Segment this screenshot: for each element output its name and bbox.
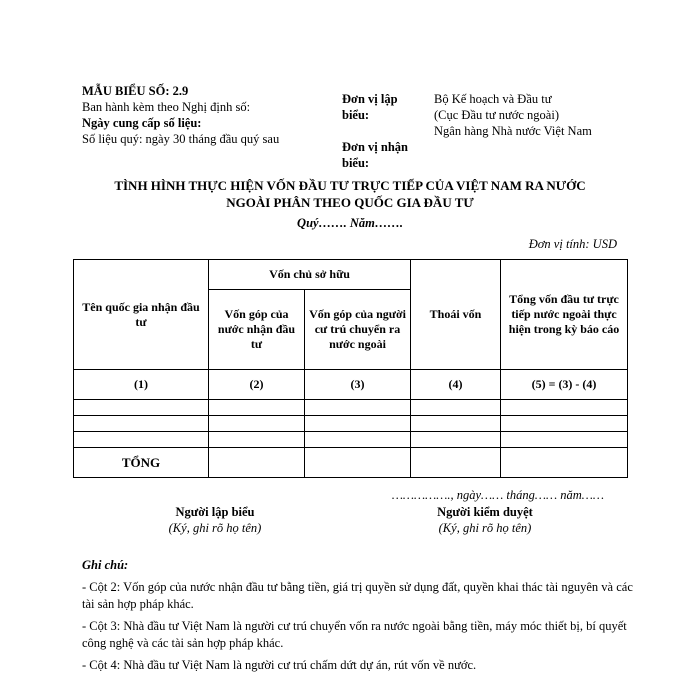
- reporting-unit-value-1: Bộ Kế hoạch và Đầu tư: [434, 92, 552, 106]
- index-row: [74, 370, 628, 400]
- col-equity-host-header: Vốn góp của nước nhận đầu tư: [209, 290, 305, 370]
- col-divestment-header: Thoái vốn: [411, 260, 501, 370]
- title-line-1: TÌNH HÌNH THỰC HIỆN VỐN ĐẦU TƯ TRỰC TIẾP CỦA VIỆT NAM RA NƯỚC: [114, 178, 586, 193]
- table-row: [74, 400, 628, 416]
- reviewer-note: (Ký, ghi rõ họ tên): [438, 521, 532, 535]
- preparer-note: (Ký, ghi rõ họ tên): [168, 521, 262, 535]
- form-code: MẪU BIỂU SỐ: 2.9: [82, 84, 189, 98]
- table-row: [74, 416, 628, 432]
- col-total-header: Tổng vốn đầu tư trực tiếp nước ngoài thực hiện trong kỳ báo cáo: [501, 260, 628, 370]
- reporting-unit-label-1: Đơn vị lập: [342, 92, 398, 106]
- unit-line: Đơn vị tính: USD: [528, 237, 617, 251]
- reporting-unit-label: [342, 91, 398, 123]
- investment-table: [73, 259, 628, 478]
- index-cell: (5) = (3) - (4): [501, 370, 628, 400]
- notes: [82, 557, 642, 674]
- receiving-unit-label-1: Đơn vị nhận: [342, 140, 408, 154]
- index-cell: (3): [305, 370, 411, 400]
- title-line-2: NGOÀI PHÂN THEO QUỐC GIA ĐẦU TƯ: [226, 195, 474, 210]
- reviewer-title: Người kiểm duyệt: [437, 505, 533, 519]
- reporting-unit-value-2: (Cục Đầu tư nước ngoài): [434, 108, 559, 122]
- total-label: TỔNG: [74, 448, 209, 478]
- index-cell: (1): [74, 370, 209, 400]
- unit-values: [434, 91, 592, 139]
- period-line: Quý……. Năm…….: [297, 216, 403, 230]
- notes-heading: Ghi chú:: [82, 558, 129, 572]
- col-equity-group-header: Vốn chủ sở hữu: [209, 260, 411, 290]
- header-left: [82, 83, 279, 147]
- issued-under: Ban hành kèm theo Nghị định số:: [82, 100, 251, 114]
- col-equity-resident-header: Vốn góp của người cư trú chuyển ra nước ngoài: [305, 290, 411, 370]
- receiving-unit-value: Ngân hàng Nhà nước Việt Nam: [434, 124, 592, 138]
- provision-date-label: Ngày cung cấp số liệu:: [82, 116, 202, 130]
- index-cell: (4): [411, 370, 501, 400]
- index-cell: (2): [209, 370, 305, 400]
- total-row: [74, 448, 628, 478]
- note-item: - Cột 4: Nhà đầu tư Việt Nam là người cư trú chấm dứt dự án, rút vốn về nước.: [82, 658, 477, 672]
- table-row: [74, 432, 628, 448]
- date-line: ……………., ngày…… tháng…… năm……: [391, 488, 604, 502]
- provision-date-value: Số liệu quý: ngày 30 tháng đầu quý sau: [82, 132, 280, 146]
- receiving-unit-label: [342, 139, 408, 171]
- note-item: - Cột 3: Nhà đầu tư Việt Nam là người cư trú chuyển vốn ra nước ngoài bằng tiền, máy móc thiết bị, bí quyết công nghệ và các tài sản hợp pháp khác.: [82, 619, 627, 650]
- col-country-header: Tên quốc gia nhận đầu tư: [74, 260, 209, 370]
- preparer-title: Người lập biểu: [175, 505, 255, 519]
- receiving-unit-label-2: biểu:: [342, 156, 370, 170]
- note-item: - Cột 2: Vốn góp của nước nhận đầu tư bằng tiền, giá trị quyền sử dụng đất, quyền khai thác tài nguyên và các tài sản hợp pháp khác.: [82, 580, 633, 611]
- reporting-unit-label-2: biểu:: [342, 108, 370, 122]
